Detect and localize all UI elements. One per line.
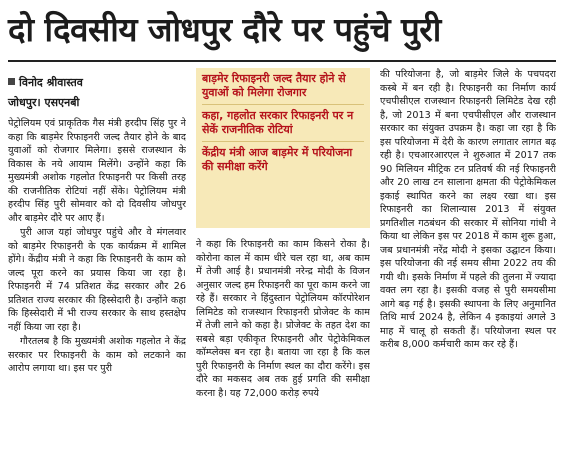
paragraph: पेट्रोलियम एवं प्राकृतिक गैस मंत्री हरदीप सिंह पुर ने कहा कि बाड़मेर रिफाइनरी जल्द तैयार होने के बाद युवाओं को रोजगार मिलेगा। इससे राजस्थान के विकास के नये आयाम मिलेंगे। उन्होंने कहा कि मुख्यमंत्री अशोक गहलोत रिफाइनरी पर किसी तरह की राजनीतिक रोटियां नहीं सेंके। पेट्रोलियम मंत्री हरदीप सिंह पुरी सोमवार को दो दिवसीय जोधपुर और बाड़मेर दौरे पर आए हैं। (8, 118, 186, 224)
article-column-2 (196, 238, 370, 467)
headline-rule (8, 60, 556, 62)
byline-square-icon (8, 78, 15, 85)
paragraph: गौरतलब है कि मुख्यमंत्री अशोक गहलोत ने केंद्र सरकार पर रिफाइनरी के काम को लटकाने का आरोप लगाया था। इस पर पुरी (8, 336, 186, 374)
byline (8, 76, 83, 90)
highlights-box (196, 68, 370, 228)
highlight-1: बाड़मेर रिफाइनरी जल्द तैयार होने से युवाओं को मिलेगा रोजगार (202, 72, 346, 99)
highlight-3: केंद्रीय मंत्री आज बाड़मेर में परियोजना की समीक्षा करेंगे (202, 146, 353, 173)
byline-author: विनोद श्रीवास्तव (19, 76, 83, 89)
highlight-2: कहा, गहलोत सरकार रिफाइनरी पर न सेकें राजनीतिक रोटियां (202, 109, 354, 136)
headline: दो दिवसीय जोधपुर दौरे पर पहुंचे पुरी (8, 10, 441, 49)
article-column-3 (380, 68, 556, 467)
paragraph: पुरी आज यहां जोधपुर पहुंचे और वे मंगलवार को बाड़मेर रिफाइनरी के एक कार्यक्रम में शामिल होंगे। केंद्रीय मंत्री ने कहा कि रिफाइनरी के काम को जल्द पूरा करने का प्रयास किया जा रहा है। रिफाइनरी में 74 प्रतिशत केंद्र सरकार और 26 प्रतिशत राज्य सरकार की हिस्सेदारी है। उन्होंने कहा कि हिस्सेदारी में भी राज्य सरकार के साथ हस्तक्षेप नहीं किया जा रहा है। (8, 227, 186, 333)
paragraph: ने कहा कि रिफाइनरी का काम किसने रोका है। कोरोना काल में काम धीरे चल रहा था, अब काम में तेजी आई है। प्रधानमंत्री नरेन्द्र मोदी के विजन अनुसार जल्द हम रिफाइनरी का पूरा काम करने जा रहे हैं। सरकार ने हिंदुस्तान पेट्रोलियम कॉरपोरेशन लिमिटेड को राजस्थान रिफाइनरी प्रोजेक्ट के काम में तेजी लाने को कहा है। प्रोजेक्ट के तहत देश का सबसे बड़ा एकीकृत रिफाइनरी और पेट्रोकेमिकल कॉम्प्लेक्स बन रहा है। बताया जा रहा है कि कल पुरी रिफाइनरी के निर्माण स्थल का दौरा करेंगे। इस दौरे का मकसद अब तक हुई प्रगति की समीक्षा करना है। यह 72,000 करोड़ रुपये (196, 239, 370, 399)
paragraph: की परियोजना है, जो बाड़मेर जिले के पचपदरा कस्बे में बन रही है। रिफाइनरी का निर्माण कार्य एचपीसीएल राजस्थान रिफाइनरी लिमिटेड देख रही है, जो 2013 में बना एचपीसीएल और राजस्थान सरकार का संयुक्त उपक्रम है। कहा जा रहा है कि इस परियोजना में देरी के कारण लगातार लागत बढ़ रही है। एचआरआरएल ने शुरुआत में 2017 तक 90 मिलियन मीट्रिक टन प्रतिवर्ष की नई रिफाइनरी और 20 लाख टन सालाना क्षमता की पेट्रोकेमिकल इकाई स्थापित करने का लक्ष्य रखा था। इस रिफाइनरी का शिलान्यास 2013 में संयुक्त प्रगतिशील गठबंधन की सरकार में सोनिया गांधी ने किया था लेकिन इस पर 2018 में काम शुरू हुआ, जब प्रधानमंत्री नरेंद्र मोदी ने इसका उद्घाटन किया। इस परियोजना की नई समय सीमा 2022 तय की गयी थी। इसके निर्माण में पहले की तुलना में ज्यादा वक्त लग रहा है। इसकी वजह से पुरी समयसीमा आगे बढ़ गई है। इसकी स्थापना के लिए अनुमानित तिथि मार्च 2024 है, लेकिन 4 इकाइयां अगले 3 माह में चालू हो सकती हैं। परियोजना स्थल पर करीब 8,000 कर्मचारी काम कर रहे हैं। (380, 69, 556, 350)
dateline: जोधपुर। एसएनबी (8, 96, 80, 109)
article-column-1 (8, 117, 186, 467)
